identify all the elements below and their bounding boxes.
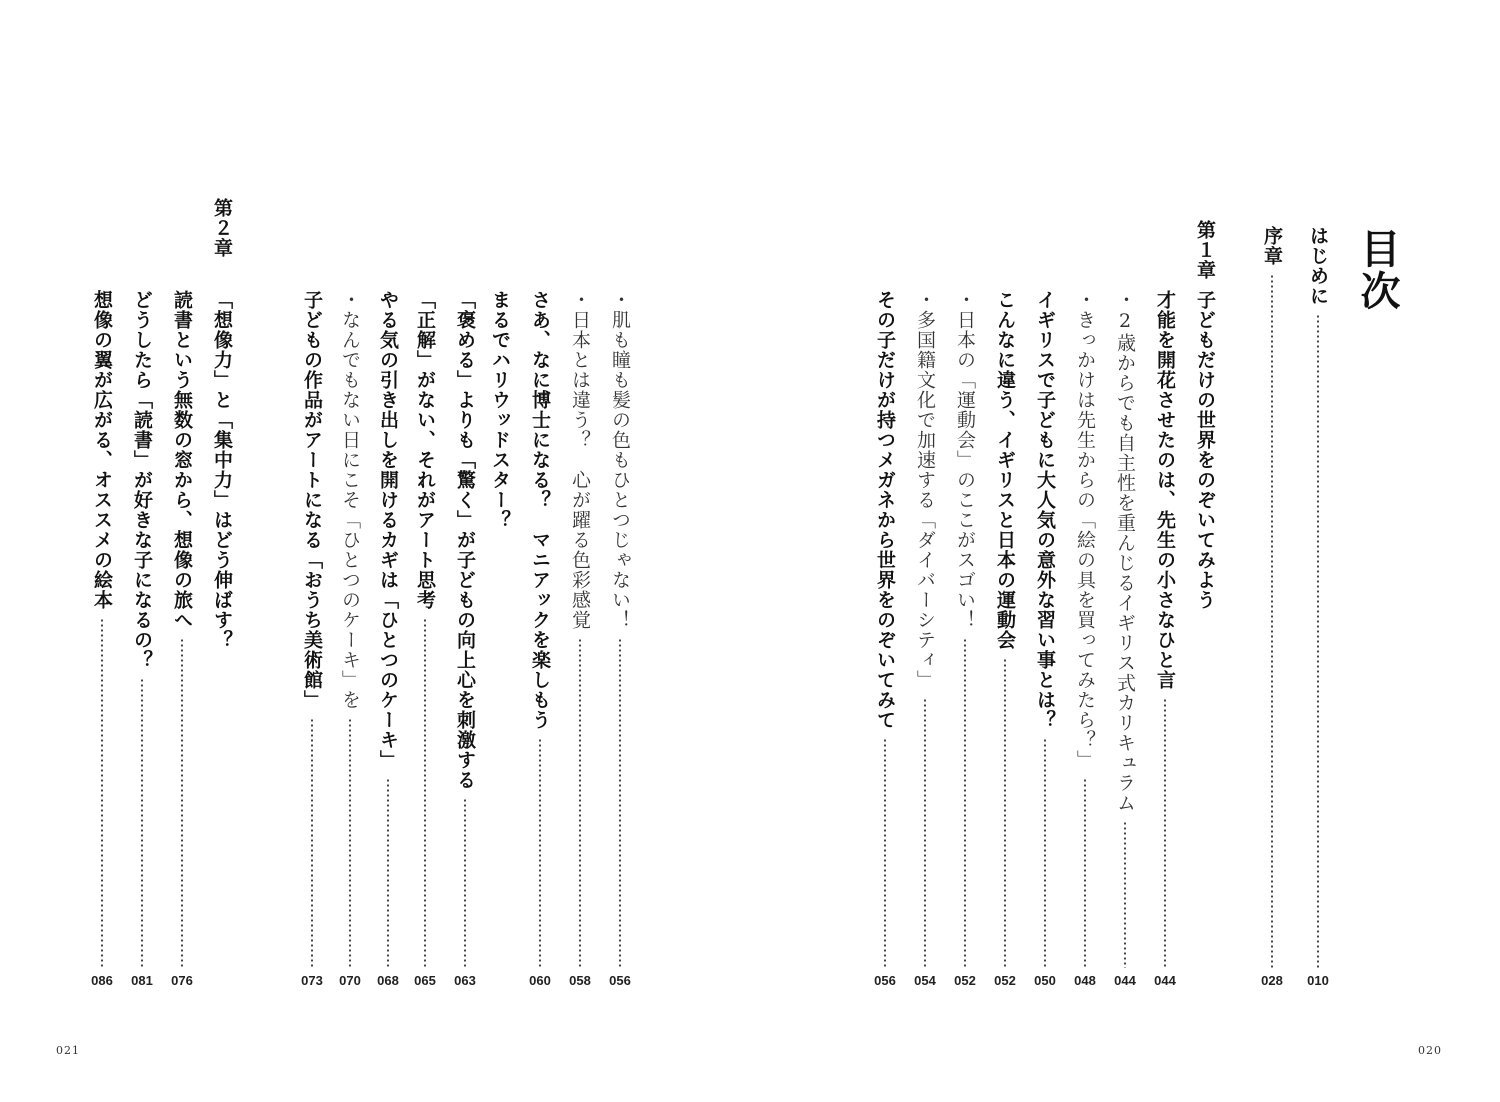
dot-leader — [1044, 738, 1046, 968]
dot-leader — [181, 638, 183, 968]
entry-title: 子どもの作品がアートになる「おうち美術館」 — [301, 290, 323, 710]
entry-title: ・きっかけは先生からの「絵の具を買ってみたら？」 — [1074, 290, 1096, 770]
dot-leader — [884, 738, 886, 968]
entry-title: 才能を開花させたのは、先生の小さなひと言 — [1154, 290, 1176, 690]
entry-page-number: 081 — [131, 973, 153, 988]
entry-page-number: 060 — [529, 973, 551, 988]
toc-entry — [1303, 226, 1333, 988]
dot-leader — [1004, 658, 1006, 968]
toc-title: 目次 — [1354, 228, 1400, 312]
entry-title: 想像の翼が広がる、オススメの絵本 — [91, 290, 113, 610]
entry-page-number: 065 — [414, 973, 436, 988]
dot-leader — [464, 798, 466, 968]
page-number-right: 020 — [1418, 1044, 1442, 1057]
dot-leader — [964, 638, 966, 968]
toc-entry — [410, 290, 440, 988]
toc-entry — [450, 290, 480, 988]
toc-entry — [910, 290, 940, 988]
dot-leader — [424, 618, 426, 968]
toc-entry — [605, 290, 635, 988]
toc-entry — [1257, 226, 1287, 988]
toc-entry — [525, 290, 555, 988]
entry-title: ・肌も瞳も髪の色もひとつじゃない！ — [609, 290, 631, 630]
entry-page-number: 052 — [994, 973, 1016, 988]
entry-title: ・多国籍文化で加速する「ダイバーシティ」 — [914, 290, 936, 690]
entry-page-number: 086 — [91, 973, 113, 988]
entry-title: イギリスで子どもに大人気の意外な習い事とは？ — [1034, 290, 1056, 730]
entry-title: ・2歳からでも自主性を重んじるイギリス式カリキュラム — [1114, 290, 1136, 813]
entry-title: 「褒める」よりも「驚く」が子どもの向上心を刺激する — [454, 290, 476, 790]
entry-page-number: 076 — [171, 973, 193, 988]
entry-title: どうしたら「読書」が好きな子になるの？ — [131, 290, 153, 670]
entry-page-number: 073 — [301, 973, 323, 988]
dot-leader — [619, 638, 621, 968]
entry-page-number: 063 — [454, 973, 476, 988]
dot-leader — [1084, 778, 1086, 968]
dot-leader — [1124, 821, 1126, 968]
entry-page-number: 048 — [1074, 973, 1096, 988]
entry-title: ・日本とは違う？ 心が躍る色彩感覚 — [569, 290, 591, 630]
chapter-heading: 第２章 — [211, 198, 233, 258]
dot-leader — [141, 678, 143, 968]
entry-page-number: 028 — [1261, 973, 1283, 988]
dot-leader — [387, 778, 389, 968]
entry-title: その子だけが持つメガネから世界をのぞいてみて — [874, 290, 896, 730]
toc-entry — [335, 290, 365, 988]
toc-entry — [373, 290, 403, 988]
entry-title: やる気の引き出しを開けるカギは「ひとつのケーキ」 — [377, 290, 399, 770]
toc-entry — [297, 290, 327, 988]
toc-entry — [1110, 290, 1140, 988]
entry-page-number: 010 — [1307, 973, 1329, 988]
entry-page-number: 070 — [339, 973, 361, 988]
toc-entry — [485, 290, 515, 988]
page-number-left: 021 — [56, 1044, 80, 1057]
entry-title: ・日本の「運動会」のここがスゴい！ — [954, 290, 976, 630]
entry-title: 「想像力」と「集中力」はどう伸ばす？ — [211, 290, 233, 650]
toc-entry — [1070, 290, 1100, 988]
dot-leader — [579, 638, 581, 968]
entry-page-number: 056 — [609, 973, 631, 988]
dot-leader — [1271, 274, 1273, 968]
dot-leader — [924, 698, 926, 968]
entry-title: ・なんでもない日にこそ「ひとつのケーキ」を — [339, 290, 361, 710]
entry-page-number: 044 — [1154, 973, 1176, 988]
entry-page-number: 068 — [377, 973, 399, 988]
dot-leader — [1164, 698, 1166, 968]
dot-leader — [311, 718, 313, 968]
entry-page-number: 056 — [874, 973, 896, 988]
toc-entry — [207, 290, 237, 988]
dot-leader — [349, 718, 351, 968]
entry-title: 読書という無数の窓から、想像の旅へ — [171, 290, 193, 630]
entry-title: 子どもだけの世界をのぞいてみよう — [1194, 290, 1216, 610]
entry-page-number: 050 — [1034, 973, 1056, 988]
entry-page-number: 044 — [1114, 973, 1136, 988]
entry-title: 序章 — [1261, 226, 1283, 266]
toc-entry — [990, 290, 1020, 988]
toc-entry — [87, 290, 117, 988]
entry-page-number: 058 — [569, 973, 591, 988]
entry-page-number: 052 — [954, 973, 976, 988]
dot-leader — [101, 618, 103, 968]
entry-title: まるでハリウッドスター？ — [489, 290, 511, 530]
dot-leader — [1317, 314, 1319, 968]
entry-title: さあ、なに博士になる？ マニアックを楽しもう — [529, 290, 551, 730]
toc-entry — [870, 290, 900, 988]
entry-title: こんなに違う、イギリスと日本の運動会 — [994, 290, 1016, 650]
toc-entry — [565, 290, 595, 988]
toc-entry — [1150, 290, 1180, 988]
toc-entry — [167, 290, 197, 988]
toc-entry — [127, 290, 157, 988]
entry-title: 「正解」がない、それがアート思考 — [414, 290, 436, 610]
dot-leader — [539, 738, 541, 968]
chapter-heading: 第１章 — [1194, 220, 1216, 280]
entry-title: はじめに — [1307, 226, 1329, 306]
toc-entry — [1030, 290, 1060, 988]
entry-page-number: 054 — [914, 973, 936, 988]
toc-entry — [950, 290, 980, 988]
toc-entry — [1190, 290, 1220, 988]
